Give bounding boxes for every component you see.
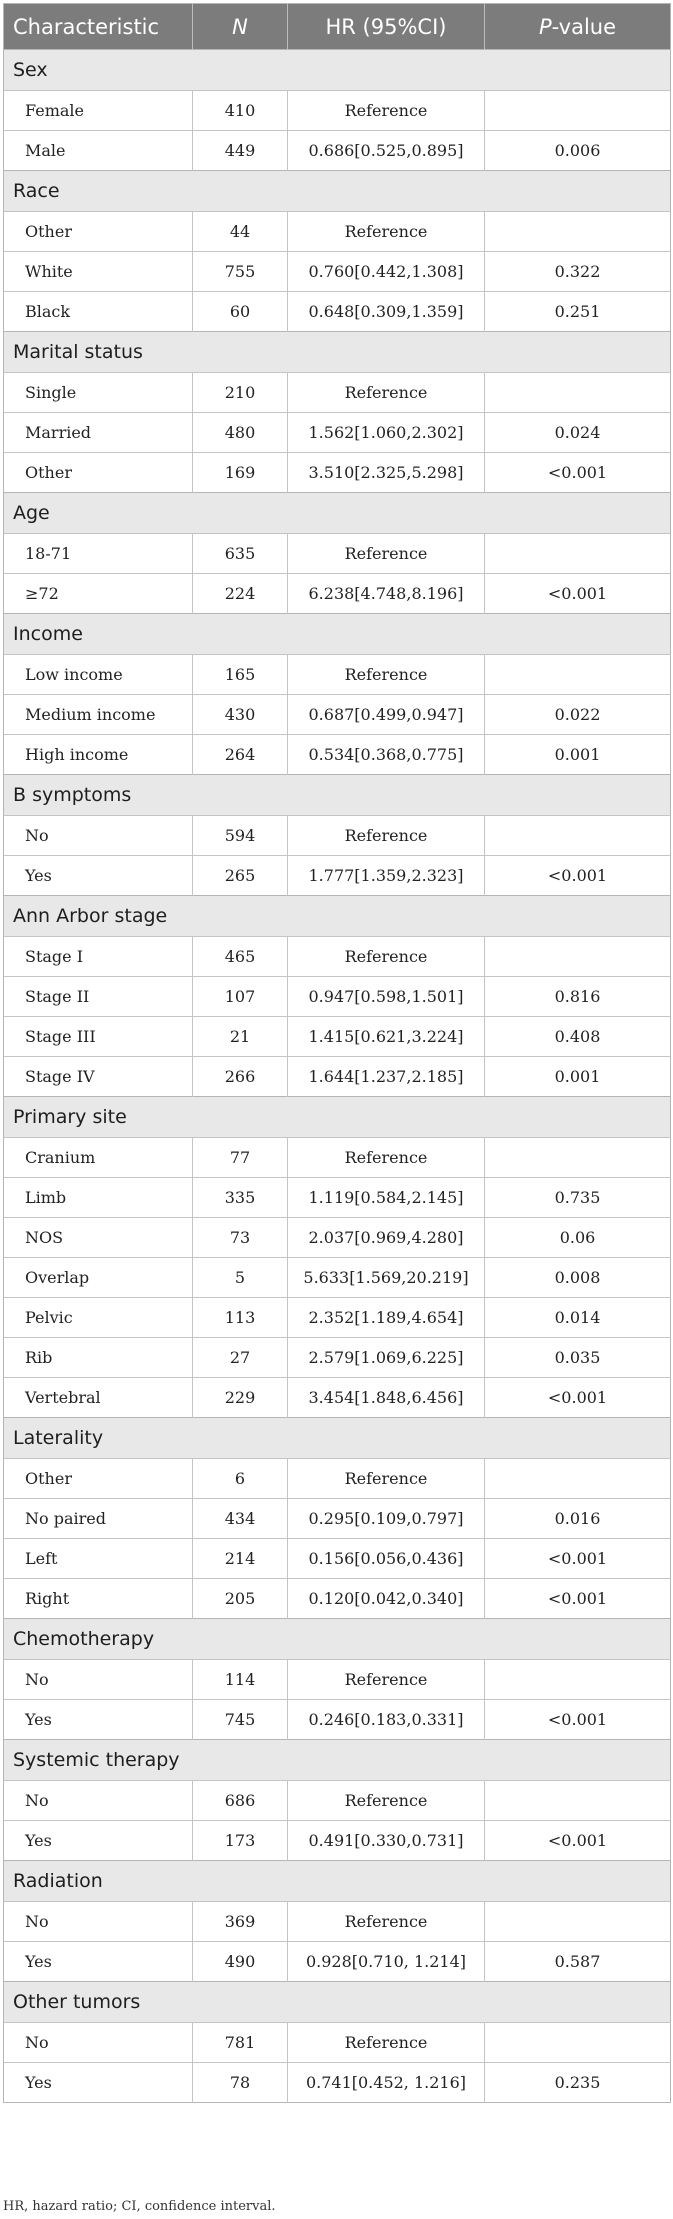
cell-characteristic: No paired — [4, 1499, 193, 1539]
cell-characteristic: Other — [4, 1459, 193, 1499]
group-header-row — [4, 493, 671, 534]
cell-p-value — [485, 534, 671, 574]
cell-hr: Reference — [288, 1459, 485, 1499]
group-name: Marital status — [4, 332, 671, 373]
cell-hr: 1.644[1.237,2.185] — [288, 1057, 485, 1097]
cell-n: 369 — [193, 1902, 288, 1942]
table-row — [4, 856, 671, 896]
cell-hr: 2.037[0.969,4.280] — [288, 1218, 485, 1258]
cell-n: 745 — [193, 1700, 288, 1740]
cell-p-value: <0.001 — [485, 453, 671, 493]
header-p-rest: -value — [551, 14, 617, 39]
table-row — [4, 131, 671, 171]
cell-characteristic: No — [4, 1902, 193, 1942]
group-header-row — [4, 1861, 671, 1902]
cell-hr: 2.352[1.189,4.654] — [288, 1298, 485, 1338]
cell-hr: 0.687[0.499,0.947] — [288, 695, 485, 735]
cell-n: 113 — [193, 1298, 288, 1338]
cell-p-value: 0.022 — [485, 695, 671, 735]
cell-hr: 0.156[0.056,0.436] — [288, 1539, 485, 1579]
table-row — [4, 1178, 671, 1218]
table-row — [4, 1499, 671, 1539]
cell-p-value: <0.001 — [485, 1378, 671, 1418]
cell-characteristic: Female — [4, 91, 193, 131]
table-row — [4, 1459, 671, 1499]
group-name: B symptoms — [4, 775, 671, 816]
cell-hr: 0.120[0.042,0.340] — [288, 1579, 485, 1619]
cell-p-value: <0.001 — [485, 1821, 671, 1861]
cell-hr: 6.238[4.748,8.196] — [288, 574, 485, 614]
group-header-row — [4, 1418, 671, 1459]
cell-n: 114 — [193, 1660, 288, 1700]
cell-hr: 1.777[1.359,2.323] — [288, 856, 485, 896]
cell-p-value: 0.06 — [485, 1218, 671, 1258]
cell-characteristic: No — [4, 2023, 193, 2063]
cell-characteristic: Other — [4, 453, 193, 493]
cell-n: 78 — [193, 2063, 288, 2103]
cell-n: 490 — [193, 1942, 288, 1982]
cell-characteristic: Yes — [4, 856, 193, 896]
cell-characteristic: Married — [4, 413, 193, 453]
cell-p-value: <0.001 — [485, 1700, 671, 1740]
table-row — [4, 937, 671, 977]
cell-characteristic: Yes — [4, 1700, 193, 1740]
cell-hr: Reference — [288, 91, 485, 131]
cell-characteristic: No — [4, 816, 193, 856]
header-row — [4, 4, 671, 50]
cell-n: 635 — [193, 534, 288, 574]
cell-n: 480 — [193, 413, 288, 453]
cell-hr: Reference — [288, 534, 485, 574]
table-row — [4, 977, 671, 1017]
cell-n: 44 — [193, 212, 288, 252]
cell-n: 169 — [193, 453, 288, 493]
cell-hr: 2.579[1.069,6.225] — [288, 1338, 485, 1378]
group-header-row — [4, 171, 671, 212]
cell-characteristic: Other — [4, 212, 193, 252]
hazard-ratio-table-container — [3, 3, 670, 2103]
header-n-text: N — [232, 14, 248, 39]
cell-p-value: 0.322 — [485, 252, 671, 292]
cell-n: 224 — [193, 574, 288, 614]
cell-p-value: 0.001 — [485, 735, 671, 775]
group-name: Race — [4, 171, 671, 212]
cell-characteristic: Yes — [4, 2063, 193, 2103]
group-header-row — [4, 1982, 671, 2023]
table-row — [4, 534, 671, 574]
table-row — [4, 1298, 671, 1338]
cell-p-value — [485, 937, 671, 977]
cell-n: 335 — [193, 1178, 288, 1218]
table-row — [4, 1902, 671, 1942]
cell-p-value: 0.001 — [485, 1057, 671, 1097]
cell-hr: 1.119[0.584,2.145] — [288, 1178, 485, 1218]
cell-hr: 0.928[0.710, 1.214] — [288, 1942, 485, 1982]
cell-p-value: 0.035 — [485, 1338, 671, 1378]
table-row — [4, 252, 671, 292]
group-name: Laterality — [4, 1418, 671, 1459]
cell-characteristic: Male — [4, 131, 193, 171]
cell-p-value — [485, 373, 671, 413]
cell-characteristic: High income — [4, 735, 193, 775]
cell-hr: 0.491[0.330,0.731] — [288, 1821, 485, 1861]
cell-hr: 3.454[1.848,6.456] — [288, 1378, 485, 1418]
table-row — [4, 1378, 671, 1418]
cell-characteristic: Limb — [4, 1178, 193, 1218]
header-p-italic: P — [538, 14, 552, 39]
cell-characteristic: No — [4, 1660, 193, 1700]
table-row — [4, 1579, 671, 1619]
group-name: Income — [4, 614, 671, 655]
table-row — [4, 453, 671, 493]
cell-p-value: 0.006 — [485, 131, 671, 171]
cell-characteristic: White — [4, 252, 193, 292]
cell-characteristic: ≥72 — [4, 574, 193, 614]
group-header-row — [4, 1097, 671, 1138]
table-row — [4, 2023, 671, 2063]
cell-p-value: 0.251 — [485, 292, 671, 332]
cell-characteristic: Pelvic — [4, 1298, 193, 1338]
table-row — [4, 735, 671, 775]
table-row — [4, 695, 671, 735]
cell-n: 214 — [193, 1539, 288, 1579]
cell-characteristic: Stage IV — [4, 1057, 193, 1097]
group-header-row — [4, 1740, 671, 1781]
group-name: Chemotherapy — [4, 1619, 671, 1660]
table-footnote: HR, hazard ratio; CI, confidence interval. — [3, 2199, 276, 2214]
cell-hr: 0.947[0.598,1.501] — [288, 977, 485, 1017]
cell-p-value — [485, 655, 671, 695]
table-row — [4, 1218, 671, 1258]
cell-n: 205 — [193, 1579, 288, 1619]
cell-p-value: 0.408 — [485, 1017, 671, 1057]
table-row — [4, 1660, 671, 1700]
cell-n: 465 — [193, 937, 288, 977]
group-header-row — [4, 332, 671, 373]
cell-n: 5 — [193, 1258, 288, 1298]
table-row — [4, 413, 671, 453]
cell-hr: 0.295[0.109,0.797] — [288, 1499, 485, 1539]
table-row — [4, 574, 671, 614]
table-row — [4, 1338, 671, 1378]
header-p-value — [485, 4, 671, 50]
cell-hr: 0.246[0.183,0.331] — [288, 1700, 485, 1740]
table-row — [4, 655, 671, 695]
cell-n: 755 — [193, 252, 288, 292]
cell-p-value: <0.001 — [485, 856, 671, 896]
cell-p-value — [485, 1660, 671, 1700]
cell-n: 686 — [193, 1781, 288, 1821]
group-header-row — [4, 1619, 671, 1660]
cell-n: 449 — [193, 131, 288, 171]
cell-p-value — [485, 1459, 671, 1499]
table-row — [4, 1781, 671, 1821]
table-row — [4, 1942, 671, 1982]
cell-hr: Reference — [288, 2023, 485, 2063]
group-name: Sex — [4, 50, 671, 91]
cell-characteristic: Stage II — [4, 977, 193, 1017]
cell-n: 210 — [193, 373, 288, 413]
cell-hr: Reference — [288, 1138, 485, 1178]
cell-n: 173 — [193, 1821, 288, 1861]
cell-characteristic: Right — [4, 1579, 193, 1619]
cell-p-value: 0.016 — [485, 1499, 671, 1539]
header-hr: HR (95%CI) — [288, 4, 485, 50]
table-header — [4, 4, 671, 50]
group-name: Ann Arbor stage — [4, 896, 671, 937]
cell-n: 21 — [193, 1017, 288, 1057]
cell-n: 27 — [193, 1338, 288, 1378]
cell-p-value: 0.014 — [485, 1298, 671, 1338]
cell-p-value — [485, 1781, 671, 1821]
cell-characteristic: Black — [4, 292, 193, 332]
cell-hr: Reference — [288, 373, 485, 413]
cell-n: 6 — [193, 1459, 288, 1499]
table-row — [4, 91, 671, 131]
cell-n: 77 — [193, 1138, 288, 1178]
cell-n: 266 — [193, 1057, 288, 1097]
cell-characteristic: Overlap — [4, 1258, 193, 1298]
cell-p-value: 0.008 — [485, 1258, 671, 1298]
cell-n: 781 — [193, 2023, 288, 2063]
cell-characteristic: Medium income — [4, 695, 193, 735]
cell-characteristic: Single — [4, 373, 193, 413]
table-row — [4, 1258, 671, 1298]
cell-hr: Reference — [288, 1781, 485, 1821]
group-name: Systemic therapy — [4, 1740, 671, 1781]
cell-characteristic: Yes — [4, 1942, 193, 1982]
cell-hr: Reference — [288, 816, 485, 856]
table-row — [4, 1017, 671, 1057]
cell-characteristic: Low income — [4, 655, 193, 695]
header-characteristic: Characteristic — [4, 4, 193, 50]
cell-p-value: 0.735 — [485, 1178, 671, 1218]
group-name: Primary site — [4, 1097, 671, 1138]
table-row — [4, 1057, 671, 1097]
cell-characteristic: No — [4, 1781, 193, 1821]
cell-hr: 0.534[0.368,0.775] — [288, 735, 485, 775]
cell-p-value — [485, 1902, 671, 1942]
cell-characteristic: 18-71 — [4, 534, 193, 574]
cell-n: 434 — [193, 1499, 288, 1539]
cell-hr: 0.760[0.442,1.308] — [288, 252, 485, 292]
table-row — [4, 373, 671, 413]
group-header-row — [4, 775, 671, 816]
cell-characteristic: NOS — [4, 1218, 193, 1258]
group-header-row — [4, 50, 671, 91]
table-row — [4, 1700, 671, 1740]
hazard-ratio-table — [3, 3, 671, 2103]
cell-p-value: <0.001 — [485, 1539, 671, 1579]
cell-p-value — [485, 91, 671, 131]
cell-characteristic: Cranium — [4, 1138, 193, 1178]
cell-hr: 1.562[1.060,2.302] — [288, 413, 485, 453]
cell-n: 107 — [193, 977, 288, 1017]
table-row — [4, 292, 671, 332]
cell-n: 430 — [193, 695, 288, 735]
cell-p-value: 0.235 — [485, 2063, 671, 2103]
group-name: Radiation — [4, 1861, 671, 1902]
cell-n: 264 — [193, 735, 288, 775]
group-header-row — [4, 614, 671, 655]
cell-p-value — [485, 1138, 671, 1178]
cell-n: 410 — [193, 91, 288, 131]
cell-characteristic: Left — [4, 1539, 193, 1579]
cell-hr: 0.741[0.452, 1.216] — [288, 2063, 485, 2103]
cell-p-value: <0.001 — [485, 1579, 671, 1619]
cell-characteristic: Stage III — [4, 1017, 193, 1057]
cell-n: 73 — [193, 1218, 288, 1258]
cell-n: 165 — [193, 655, 288, 695]
cell-n: 265 — [193, 856, 288, 896]
table-row — [4, 1821, 671, 1861]
cell-n: 229 — [193, 1378, 288, 1418]
table-row — [4, 1539, 671, 1579]
cell-hr: Reference — [288, 212, 485, 252]
cell-hr: 3.510[2.325,5.298] — [288, 453, 485, 493]
cell-p-value — [485, 2023, 671, 2063]
cell-characteristic: Vertebral — [4, 1378, 193, 1418]
header-n — [193, 4, 288, 50]
cell-characteristic: Rib — [4, 1338, 193, 1378]
cell-n: 60 — [193, 292, 288, 332]
cell-hr: Reference — [288, 1660, 485, 1700]
table-row — [4, 212, 671, 252]
group-header-row — [4, 896, 671, 937]
group-name: Age — [4, 493, 671, 534]
cell-n: 594 — [193, 816, 288, 856]
table-body — [4, 50, 671, 2103]
cell-p-value — [485, 816, 671, 856]
cell-hr: Reference — [288, 655, 485, 695]
table-row — [4, 1138, 671, 1178]
table-row — [4, 2063, 671, 2103]
cell-hr: 5.633[1.569,20.219] — [288, 1258, 485, 1298]
cell-hr: Reference — [288, 937, 485, 977]
cell-p-value: <0.001 — [485, 574, 671, 614]
cell-characteristic: Yes — [4, 1821, 193, 1861]
cell-characteristic: Stage I — [4, 937, 193, 977]
cell-p-value — [485, 212, 671, 252]
group-name: Other tumors — [4, 1982, 671, 2023]
cell-hr: 0.648[0.309,1.359] — [288, 292, 485, 332]
cell-p-value: 0.587 — [485, 1942, 671, 1982]
cell-hr: 0.686[0.525,0.895] — [288, 131, 485, 171]
cell-hr: 1.415[0.621,3.224] — [288, 1017, 485, 1057]
table-row — [4, 816, 671, 856]
cell-hr: Reference — [288, 1902, 485, 1942]
cell-p-value: 0.816 — [485, 977, 671, 1017]
cell-p-value: 0.024 — [485, 413, 671, 453]
